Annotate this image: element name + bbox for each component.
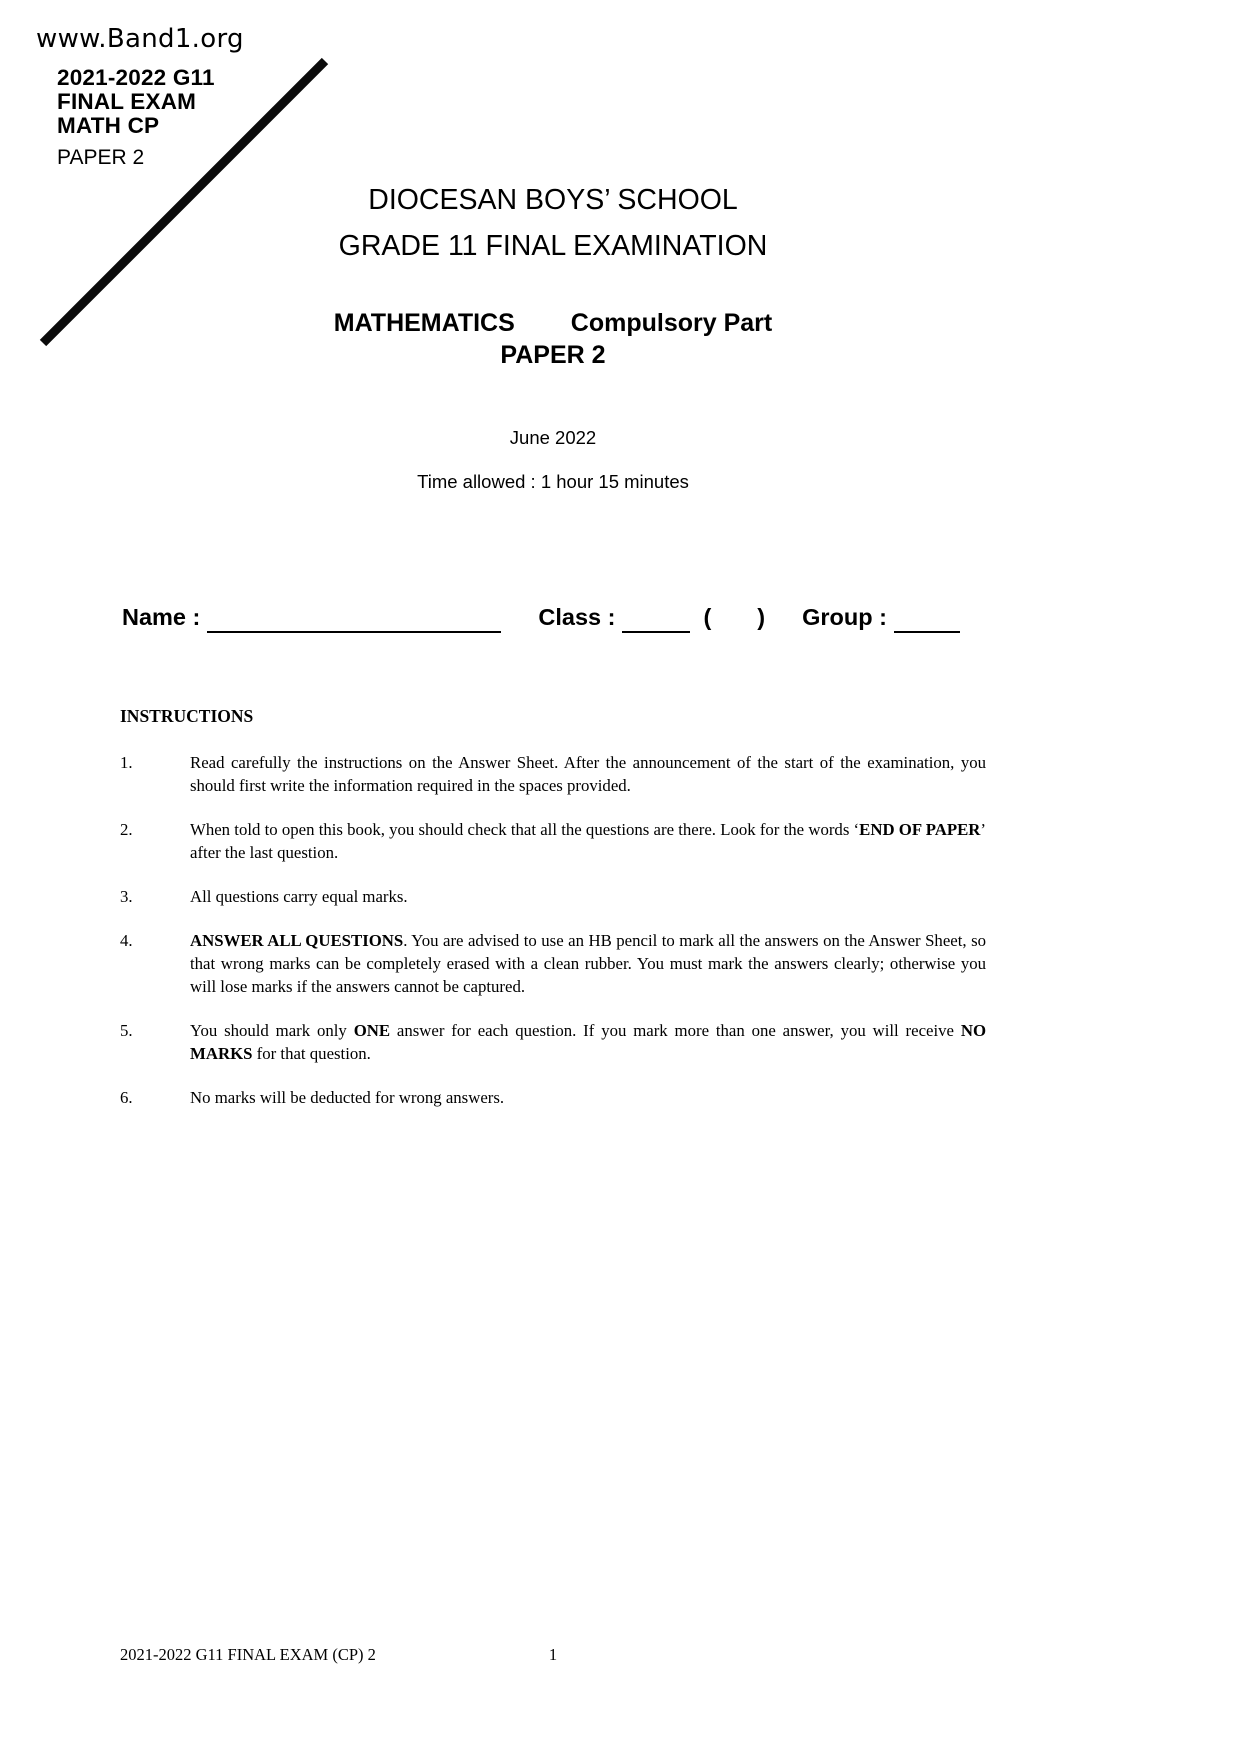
instruction-item [120, 751, 986, 797]
instruction-text: You should mark only ONE answer for each question. If you mark more than one answer, you will receive NO MARKS for that question. [190, 1021, 987, 1063]
instructions-heading: INSTRUCTIONS [120, 706, 254, 726]
corner-subject: MATH CP [57, 113, 160, 138]
instruction-text: ANSWER ALL QUESTIONS. You are advised to use an HB pencil to mark all the answers on the Answer Sheet, so that wrong marks can be completely erased with a clean rubber. You must mark the answers clearly; otherwise you will lose marks if the answers cannot be captured. [190, 931, 986, 996]
instructions-list [120, 751, 986, 1130]
instruction-number: 1. [120, 753, 133, 772]
instruction-item [120, 929, 986, 998]
class-paren-close: ) [757, 604, 766, 630]
time-allowed: Time allowed : 1 hour 15 minutes [417, 471, 689, 492]
exam-title: GRADE 11 FINAL EXAMINATION [338, 230, 768, 262]
instruction-number: 6. [120, 1088, 133, 1107]
student-info-row [122, 601, 986, 633]
instruction-number: 4. [120, 931, 133, 950]
name-blank[interactable] [207, 603, 501, 633]
group-blank[interactable] [894, 603, 960, 633]
instruction-text: No marks will be deducted for wrong answers. [190, 1088, 505, 1107]
subject-name: MATHEMATICS [333, 309, 515, 337]
instruction-item [120, 885, 986, 908]
footer-exam-code: 2021-2022 G11 FINAL EXAM (CP) 2 [120, 1645, 376, 1664]
subject-line [120, 308, 986, 338]
diagonal-line [0, 0, 360, 360]
class-label: Class : [538, 604, 616, 630]
watermark-site: www.Band1.org [36, 24, 244, 54]
group-label: Group : [802, 604, 887, 630]
class-blank[interactable] [622, 603, 690, 633]
instruction-item [120, 818, 986, 864]
corner-year: 2021-2022 G11 [57, 65, 215, 90]
name-label: Name : [122, 604, 201, 630]
corner-paper: PAPER 2 [57, 146, 145, 169]
exam-date: June 2022 [509, 427, 597, 448]
instruction-text: Read carefully the instructions on the Answer Sheet. After the announcement of the start of the examination, you should first write the information required in the spaces provided. [190, 753, 986, 795]
school-name: DIOCESAN BOYS’ SCHOOL [368, 184, 738, 216]
subject-part: Compulsory Part [570, 309, 773, 337]
instruction-number: 2. [120, 820, 133, 839]
instruction-item [120, 1019, 986, 1065]
corner-exam-label [57, 66, 215, 138]
corner-exam: FINAL EXAM [57, 89, 197, 114]
page-footer [120, 1645, 986, 1665]
instruction-item [120, 1086, 986, 1109]
class-paren-open: ( [703, 604, 712, 630]
instruction-number: 5. [120, 1021, 133, 1040]
instruction-number: 3. [120, 887, 133, 906]
instruction-text: All questions carry equal marks. [190, 887, 408, 906]
instruction-text: When told to open this book, you should check that all the questions are there. Look for the words ‘END OF PAPER’ after the last question. [190, 820, 986, 862]
page-number: 1 [548, 1645, 558, 1664]
paper-number: PAPER 2 [500, 341, 606, 369]
